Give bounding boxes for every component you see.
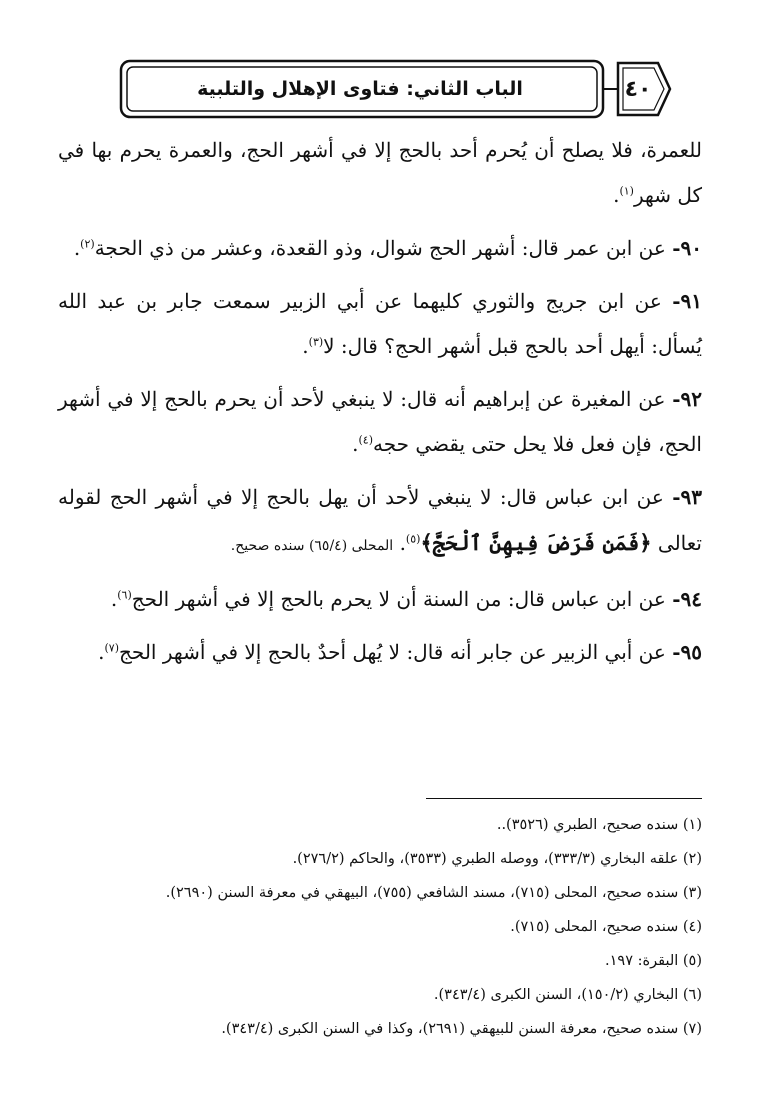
item-90: ٩٠- عن ابن عمر قال: أشهر الحج شوال، وذو القعدة، وعشر من ذي الحجة$^{(٢)}$. <box>73 236 702 260</box>
item-text: عن ابن عباس قال: من السنة أن لا يحرم بالحج إلا في أشهر الحج <box>131 587 666 611</box>
inline-note: المحلى (٦٥/٤) سنده صحيح. <box>230 538 394 554</box>
footnote-7: (٧) سنده صحيح، معرفة السنن للبيهقي (٢٦٩١)، وكذا في السنن الكبرى (٣٤٣/٤). <box>221 1021 702 1037</box>
item-number: ٩٠- <box>672 236 702 260</box>
item-95: ٩٥- عن أبي الزبير عن جابر أنه قال: لا يُهل أحدٌ بالحج إلا في أشهر الحج$^{(٧)}$. <box>98 640 702 664</box>
footnote-1: (١) سنده صحيح، الطبري (٣٥٢٦).. <box>496 817 702 833</box>
item-number: ٩٣- <box>672 485 702 509</box>
footnote-ref: (١) <box>619 184 634 198</box>
footnote-ref: (٦) <box>117 588 132 602</box>
footnote-ref: (٤) <box>358 433 373 447</box>
intro-paragraph: للعمرة، فلا يصلح أن يُحرم أحد بالحج إلا في أشهر الحج، والعمرة يحرم بها في كل شهر$^{(١)}$. <box>58 138 702 207</box>
item-number: ٩٤- <box>672 587 702 611</box>
footnote-ref: (٢) <box>80 237 95 251</box>
footnote-6: (٦) البخاري (١٥٠/٢)، السنن الكبرى (٣٤٣/٤). <box>433 987 702 1003</box>
item-94: ٩٤- عن ابن عباس قال: من السنة أن لا يحرم بالحج إلا في أشهر الحج$^{(٦)}$. <box>110 587 702 611</box>
paragraph-text: للعمرة، فلا يصلح أن يُحرم أحد بالحج إلا في أشهر الحج، والعمرة يحرم بها في كل شهر <box>58 138 702 207</box>
item-91: ٩١- عن ابن جريج والثوري كليهما عن أبي الزبير سمعت جابر بن عبد الله يُسأل: أيهل أحد بالحج قبل أشهر الحج؟ قال: لا$^{(٣)}$. <box>58 289 703 358</box>
footnote-ref: (٧) <box>104 641 120 655</box>
page-header <box>118 58 674 120</box>
item-text: عن المغيرة عن إبراهيم أنه قال: لا ينبغي لأحد أن يحرم بالحج إلا في أشهر الحج، فإن فعل فلا يحل حتى يقضي حجه <box>58 387 702 456</box>
item-text: عن ابن عمر قال: أشهر الحج شوال، وذو القعدة، وعشر من ذي الحجة <box>94 236 666 260</box>
quran-verse: ﴿فَمَن فَرَضَ فِيهِنَّ ٱلْحَجَّ﴾ <box>420 530 652 555</box>
item-92: ٩٢- عن المغيرة عن إبراهيم أنه قال: لا ينبغي لأحد أن يحرم بالحج إلا في أشهر الحج، فإن فعل فلا يحل حتى يقضي حجه$^{(٤)}$. <box>58 387 703 456</box>
footnotes <box>58 808 702 1046</box>
item-93: ٩٣- عن ابن عباس قال: لا ينبغي لأحد أن يهل بالحج إلا في أشهر الحج لقوله تعالى ﴿فَمَن فَرَضَ فِيهِنَّ ٱلْحَجَّ﴾$^{(٥)}$. المحلى (٦٥/٤) سنده صحيح. <box>58 485 702 555</box>
footnote-2: (٢) علقه البخاري (٣٣٣/٣)، ووصله الطبري (٣٥٣٣)، والحاكم (٢٧٦/٢). <box>292 851 702 867</box>
page-number: ٤٠ <box>624 76 652 102</box>
chapter-title: الباب الثاني: فتاوى الإهلال والتلبية <box>197 78 523 100</box>
item-text: عن أبي الزبير عن جابر أنه قال: لا يُهل أحدٌ بالحج إلا في أشهر الحج <box>119 640 666 664</box>
item-number: ٩١- <box>672 289 703 313</box>
footnote-separator <box>426 798 702 799</box>
footnote-4: (٤) سنده صحيح، المحلى (٧١٥). <box>510 919 702 935</box>
item-number: ٩٥- <box>672 640 702 664</box>
item-text: عن ابن جريج والثوري كليهما عن أبي الزبير سمعت جابر بن عبد الله يُسأل: أيهل أحد بالحج قبل أشهر الحج؟ قال: لا <box>58 289 702 358</box>
main-text <box>58 128 702 683</box>
footnote-3: (٣) سنده صحيح، المحلى (٧١٥)، مسند الشافعي (٧٥٥)، البيهقي في معرفة السنن (٢٦٩٠). <box>165 885 702 901</box>
item-text: عن ابن عباس قال: لا ينبغي لأحد أن يهل بالحج إلا في أشهر الحج لقوله تعالى <box>58 485 702 555</box>
item-number: ٩٢- <box>672 387 703 411</box>
footnote-5: (٥) البقرة: ١٩٧. <box>605 953 702 969</box>
footnote-ref: (٣) <box>308 335 324 349</box>
footnote-ref: (٥) <box>405 532 421 546</box>
